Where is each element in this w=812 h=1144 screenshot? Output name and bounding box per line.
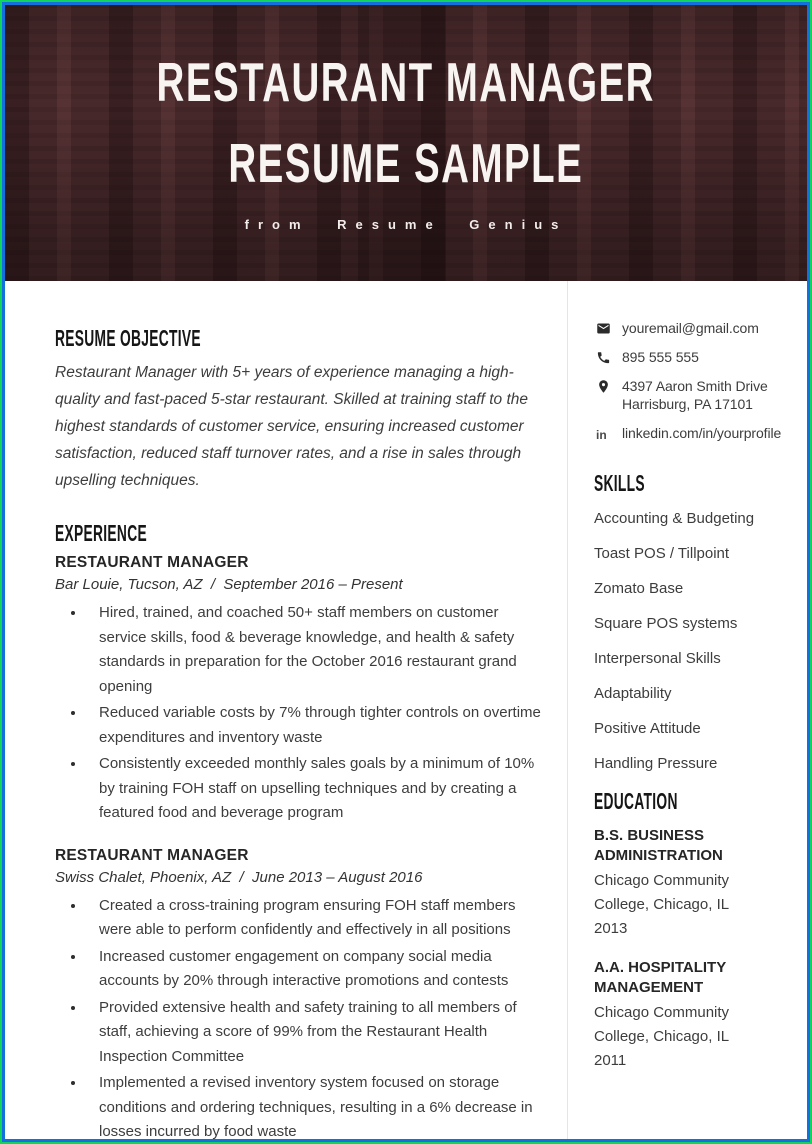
job-bullet: • Implemented a revised inventory system focused on storage conditions and ordering techniques, resulting in a 6% decrease in losses incurred by food waste [86, 1071, 541, 1142]
job-bullets [55, 601, 541, 826]
email-icon [596, 321, 612, 337]
contact-email-row [594, 319, 797, 337]
job-bullet: • Increased customer engagement on company social media accounts by 20% through interactive promotions and contests [86, 945, 541, 994]
contact-section [594, 319, 797, 442]
resume-objective-section [55, 325, 541, 494]
resume-objective-text: Restaurant Manager with 5+ years of experience managing a high-quality and fast-paced 5-star restaurant. Skilled at training staff to the highest standards of customer service, ensuring increased customer satisfaction, reduced staff turnover rates, and a rise in sales through upselling techniques. [55, 364, 529, 489]
job-title: RESTAURANT MANAGER [55, 846, 249, 864]
skills-heading: SKILLS [594, 469, 645, 496]
education-section [594, 788, 797, 1069]
skills-section [594, 470, 797, 774]
header-title-line1-wrap [5, 45, 807, 121]
contact-phone: 895 555 555 [622, 349, 699, 365]
job-bullet: • Created a cross-training program ensuring FOH staff members were able to perform confidently and effectively in all positions [86, 894, 541, 943]
header-subtitle: from Resume Genius [244, 217, 568, 232]
contact-email: youremail@gmail.com [622, 320, 759, 336]
job-title: RESTAURANT MANAGER [55, 554, 249, 571]
job-entry [55, 554, 541, 826]
contact-address-row [594, 377, 797, 413]
left-column [5, 281, 567, 1139]
contact-phone-row [594, 348, 797, 366]
education-degree [594, 958, 779, 1069]
job-meta: Swiss Chalet, Phoenix, AZ / June 2013 – August 2016 [55, 868, 423, 886]
skill-item: Handling Pressure [594, 755, 718, 772]
right-column [567, 281, 807, 1139]
job-entry [55, 847, 541, 1143]
skill-item: Zomato Base [594, 580, 684, 597]
job-bullet: • Hired, trained, and coached 50+ staff members on customer service skills, food & beverage knowledge, and health & safety standards in preparation for the October 2016 restaurant grand opening [86, 601, 541, 699]
degree-school: Chicago Community College, Chicago, IL [594, 872, 730, 913]
skill-item: Square POS systems [594, 615, 738, 632]
degree-year: 2013 [594, 920, 628, 937]
degree-year: 2011 [594, 1052, 627, 1069]
skill-item: Toast POS / Tillpoint [594, 545, 730, 562]
degree-title: A.A. HOSPITALITY MANAGEMENT [594, 959, 726, 996]
job-bullet: • Provided extensive health and safety training to all members of staff, achieving a score of 99% from the Restaurant Health Inspection Committee [86, 996, 541, 1070]
resume-body [5, 281, 807, 1139]
skill-item: Interpersonal Skills [594, 650, 721, 667]
education-heading: EDUCATION [594, 787, 678, 814]
contact-address: 4397 Aaron Smith Drive Harrisburg, PA 17101 [622, 378, 768, 412]
skill-item: Accounting & Budgeting [594, 510, 755, 527]
job-meta: Bar Louie, Tucson, AZ / September 2016 – Present [55, 576, 403, 593]
location-icon [596, 379, 612, 395]
degree-school: Chicago Community College, Chicago, IL [594, 1004, 730, 1045]
skills-list [594, 508, 797, 774]
experience-heading: EXPERIENCE [55, 519, 147, 546]
job-bullet: • Reduced variable costs by 7% through tighter controls on overtime expenditures and inventory waste [86, 701, 541, 750]
skill-item: Positive Attitude [594, 720, 701, 737]
header-banner [5, 5, 807, 281]
phone-icon [596, 350, 612, 366]
education-degree [594, 826, 779, 937]
job-bullets [55, 894, 541, 1143]
header-title-line2-wrap [5, 126, 807, 202]
skill-item: Adaptability [594, 685, 672, 702]
contact-linkedin-row [594, 424, 797, 442]
linkedin-icon: in [596, 428, 607, 442]
inner-frame [2, 2, 810, 1142]
job-bullet: • Consistently exceeded monthly sales goals by a minimum of 10% by training FOH staff on upselling techniques and by creating a featured food and beverage program [86, 752, 541, 826]
header-title-line2: RESUME SAMPLE [228, 133, 584, 195]
contact-linkedin: linkedin.com/in/yourprofile [622, 425, 782, 441]
resume-objective-heading: RESUME OBJECTIVE [55, 324, 201, 351]
degree-title: B.S. BUSINESS ADMINISTRATION [594, 827, 723, 864]
experience-section [55, 520, 541, 1142]
header-title-line1: RESTAURANT MANAGER [156, 52, 656, 114]
